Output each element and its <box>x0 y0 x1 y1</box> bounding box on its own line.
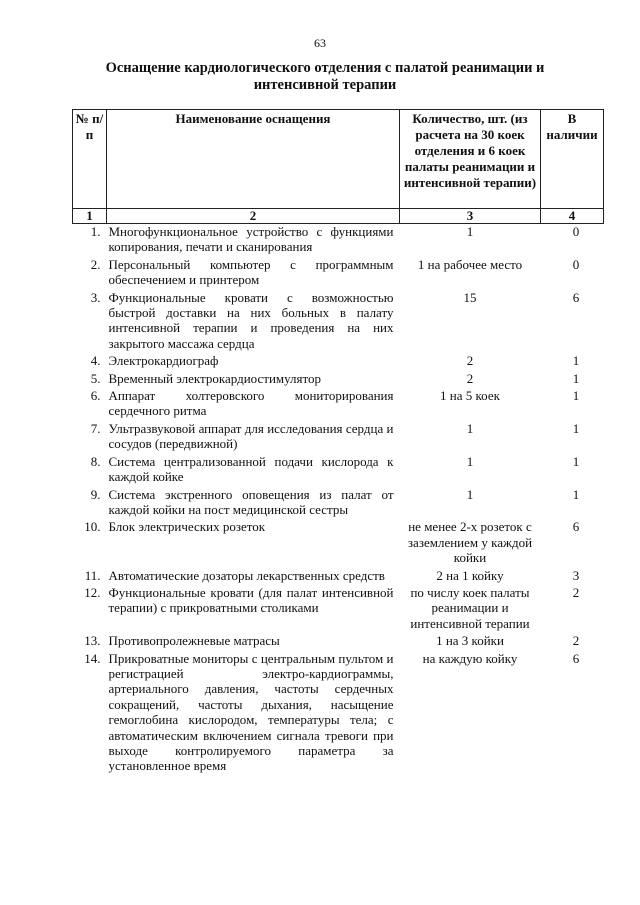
equipment-available: 0 <box>572 256 580 272</box>
equipment-name: Функциональные кровати (для палат интенсивной терапии) с прикроватными столиками <box>108 584 394 616</box>
equipment-quantity: 2 <box>466 353 474 369</box>
equipment-quantity: 1 <box>466 224 474 239</box>
equipment-quantity: 1 на 3 койки <box>436 633 504 649</box>
row-number: 4. <box>90 353 101 369</box>
row-number: 6. <box>90 388 101 404</box>
row-number: 5. <box>90 370 101 386</box>
equipment-available: 1 <box>572 370 580 386</box>
equipment-quantity: 1 <box>466 453 474 469</box>
equipment-available: 1 <box>572 486 580 502</box>
equipment-name: Временный электрокардиостимулятор <box>108 370 322 386</box>
table-row <box>73 568 604 585</box>
table-row <box>73 651 604 776</box>
equipment-name: Система централизованной подачи кислорода к каждой койке <box>108 453 394 485</box>
table-row <box>73 371 604 388</box>
row-number: 10. <box>84 519 101 535</box>
header-quantity: Количество, шт. (из расчета на 30 коек отделения и 6 коек палаты реанимации и интенсивной терапии) <box>400 110 541 209</box>
equipment-quantity: 1 <box>466 486 474 502</box>
table-row <box>73 224 604 257</box>
equipment-name: Система экстренного оповещения из палат от каждой койки на пост медицинской сестры <box>108 486 394 517</box>
row-number: 3. <box>90 289 101 305</box>
equipment-available: 1 <box>572 388 580 404</box>
table-row <box>73 454 604 487</box>
equipment-name: Ультразвуковой аппарат для исследования сердца и сосудов (передвижной) <box>108 420 394 452</box>
equipment-available: 0 <box>572 224 580 239</box>
equipment-available: 6 <box>572 289 580 305</box>
equipment-name: Многофункциональное устройство с функциями копирования, печати и сканирования <box>108 224 394 255</box>
table-row <box>73 519 604 567</box>
row-number: 14. <box>84 650 101 666</box>
equipment-available: 1 <box>572 353 580 369</box>
equipment-available: 2 <box>572 584 580 600</box>
column-index: 4 <box>541 209 604 224</box>
document-title: Оснащение кардиологического отделения с палатой реанимации и интенсивной терапии <box>105 60 545 93</box>
table-body <box>73 224 604 776</box>
equipment-quantity: 15 <box>463 289 477 305</box>
equipment-table <box>72 109 604 776</box>
equipment-available: 6 <box>572 650 580 666</box>
equipment-quantity: по числу коек палаты реанимации и интенсивной терапии <box>410 584 530 631</box>
equipment-name: Персональный компьютер с программным обеспечением и принтером <box>108 256 394 288</box>
header-num: № п/п <box>73 110 107 209</box>
equipment-name: Автоматические дозаторы лекарственных средств <box>108 567 385 583</box>
row-number: 7. <box>90 420 101 436</box>
equipment-name: Функциональные кровати с возможностью быстрой доставки на них больных в палату интенсивной терапии и проведения на них закрытого массажа сердца <box>108 289 394 351</box>
row-number: 11. <box>84 567 101 583</box>
column-index: 3 <box>400 209 541 224</box>
equipment-name: Блок электрических розеток <box>108 519 266 535</box>
equipment-quantity: 2 <box>466 370 474 386</box>
row-number: 2. <box>90 256 101 272</box>
row-number: 9. <box>90 486 101 502</box>
equipment-available: 6 <box>572 519 580 535</box>
table-row <box>73 585 604 633</box>
equipment-available: 1 <box>572 420 580 436</box>
row-number: 8. <box>90 453 101 469</box>
row-number: 12. <box>84 584 101 600</box>
equipment-name: Аппарат холтеровского мониторирования сердечного ритма <box>108 388 394 419</box>
equipment-quantity: 1 на 5 коек <box>440 388 500 404</box>
table-row <box>73 633 604 650</box>
row-number: 13. <box>84 633 101 649</box>
table-row <box>73 421 604 454</box>
table-row <box>73 388 604 421</box>
table-row <box>73 257 604 290</box>
header-available: В наличии <box>541 110 604 209</box>
equipment-name: Электрокардиограф <box>108 353 219 369</box>
equipment-quantity: 2 на 1 койку <box>436 567 504 583</box>
equipment-available: 3 <box>572 567 580 583</box>
column-index-row <box>73 209 604 224</box>
column-index: 2 <box>107 209 400 224</box>
page-number: 63 <box>314 36 326 50</box>
equipment-available: 1 <box>572 453 580 469</box>
header-name: Наименование оснащения <box>107 110 400 209</box>
table-header-row <box>73 110 604 209</box>
table-row <box>73 487 604 520</box>
equipment-name: Прикроватные мониторы с центральным пультом и регистрацией электро-кардиограммы, артериального давления, частоты сердечных сокращений, частоты дыхания, насыщение гемоглобина кислородом, температуры тела; с автоматическим включением сигнала тревоги при выходе контролируемого параметра за установленное время <box>108 650 394 774</box>
equipment-quantity: на каждую койку <box>422 650 518 666</box>
column-index: 1 <box>73 209 107 224</box>
equipment-quantity: 1 на рабочее место <box>417 256 523 272</box>
table-row <box>73 290 604 354</box>
equipment-name: Противопролежневые матрасы <box>108 633 280 649</box>
row-number: 1. <box>90 224 101 239</box>
equipment-quantity: не менее 2-х розеток с заземлением у каждой койки <box>407 519 533 566</box>
equipment-available: 2 <box>572 633 580 649</box>
table-row <box>73 353 604 370</box>
equipment-quantity: 1 <box>466 420 474 436</box>
